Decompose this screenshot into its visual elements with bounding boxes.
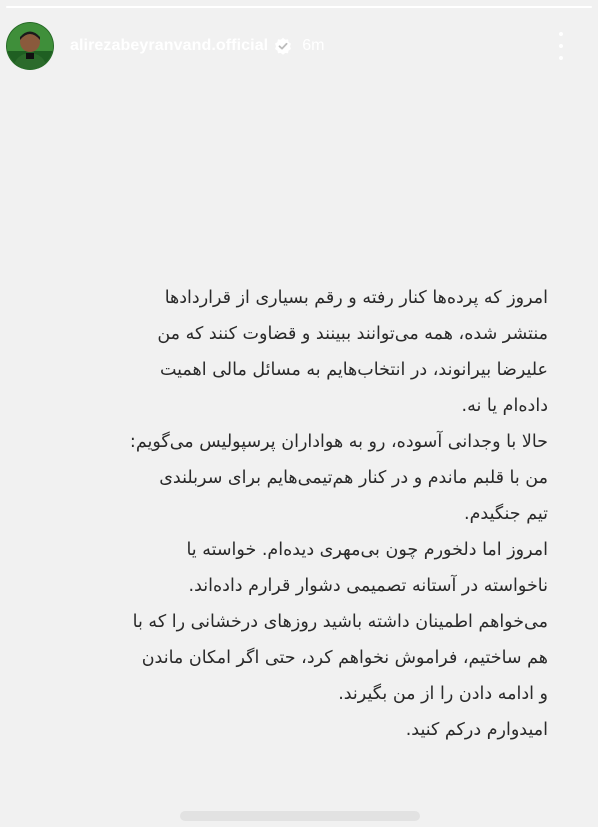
statement-paragraph: امروز که پرده‌ها کنار رفته و رقم بسیاری از قراردادها منتشر شده، همه می‌توانند ببینند و قضاوت کنند که من علیرضا بیرانوند، در انتخاب‌هایم به مسائل مالی اهمیت داده‌ام یا نه. bbox=[157, 288, 548, 416]
username[interactable]: alirezabeyranvand.official bbox=[70, 37, 269, 54]
statement-paragraph: امیدوارم درکم کنید. bbox=[405, 720, 548, 740]
menu-dot bbox=[559, 44, 563, 48]
more-vertical-icon[interactable] bbox=[554, 32, 568, 60]
avatar[interactable] bbox=[6, 22, 54, 70]
story-statement bbox=[30, 280, 548, 748]
story-header bbox=[6, 20, 588, 72]
statement-paragraph: حالا با وجدانی آسوده، رو به هواداران پرسپولیس می‌گویم: من با قلبم ماندم و در کنار هم‌تیمی‌هایم برای سربلندی تیم جنگیدم. bbox=[129, 432, 548, 524]
statement-paragraph: می‌خواهم اطمینان داشته باشید روزهای درخشانی را که با هم ساختیم، فراموش نخواهم کرد، حتی اگر امکان ماندن و ادامه دادن را از من بگیرند. bbox=[132, 612, 548, 704]
story-progress-bar bbox=[6, 6, 592, 8]
reply-bar[interactable] bbox=[180, 811, 420, 821]
statement-paragraph: امروز اما دلخورم چون بی‌مهری دیده‌ام. خواسته یا ناخواسته در آستانه تصمیمی دشوار قرارم داده‌اند. bbox=[186, 540, 548, 596]
menu-dot bbox=[559, 32, 563, 36]
menu-dot bbox=[559, 56, 563, 60]
story-progress-fill bbox=[6, 6, 592, 8]
post-time: 6m bbox=[302, 37, 325, 54]
avatar-image bbox=[7, 23, 53, 69]
verified-badge-icon bbox=[274, 37, 292, 55]
